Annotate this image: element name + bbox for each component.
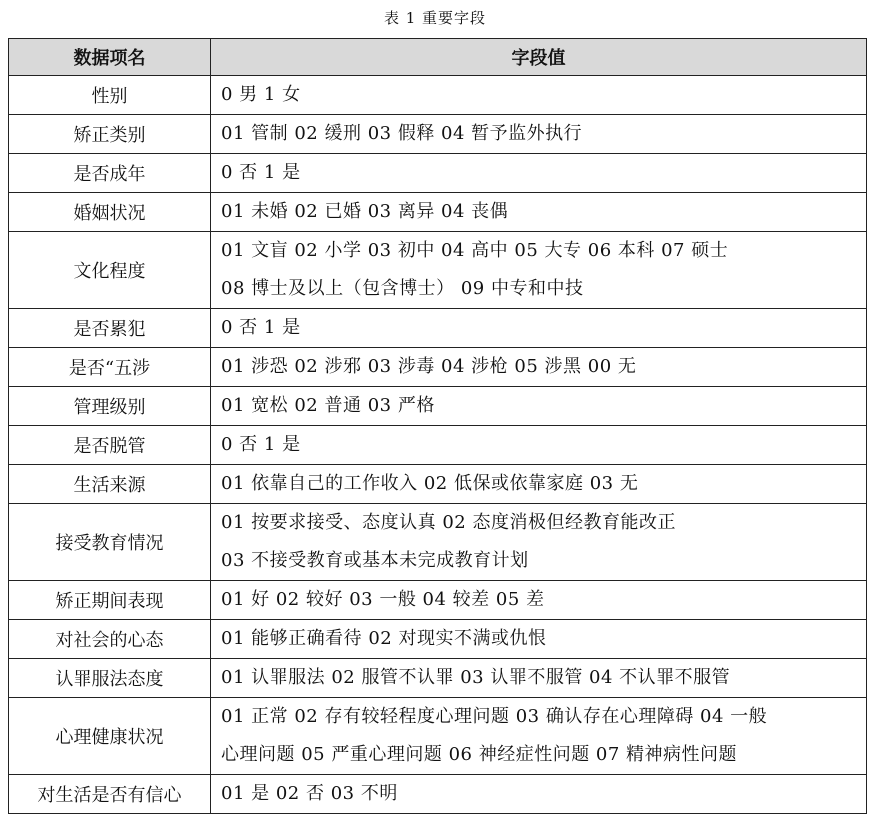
table-row xyxy=(9,193,867,232)
field-value xyxy=(211,659,867,698)
field-value-line: 01 正常 02 存有较轻程度心理问题 03 确认存在心理障碍 04 一般 xyxy=(221,706,768,727)
table-row xyxy=(9,775,867,814)
field-value-line: 01 宽松 02 普通 03 严格 xyxy=(221,395,435,416)
field-name: 管理级别 xyxy=(9,387,211,426)
field-name: 矫正期间表现 xyxy=(9,581,211,620)
table-row xyxy=(9,115,867,154)
field-value-line: 01 好 02 较好 03 一般 04 较差 05 差 xyxy=(221,589,545,610)
field-value xyxy=(211,698,867,775)
table-row xyxy=(9,465,867,504)
table-row xyxy=(9,154,867,193)
field-value xyxy=(211,387,867,426)
field-value xyxy=(211,193,867,232)
field-value xyxy=(211,76,867,115)
field-value xyxy=(211,348,867,387)
fields-table xyxy=(8,38,867,814)
field-name: 对社会的心态 xyxy=(9,620,211,659)
field-value xyxy=(211,620,867,659)
field-value-line: 0 否 1 是 xyxy=(221,434,301,455)
field-value xyxy=(211,465,867,504)
header-field-value: 字段值 xyxy=(211,39,867,76)
field-name: 生活来源 xyxy=(9,465,211,504)
field-value xyxy=(211,775,867,814)
header-field-name: 数据项名 xyxy=(9,39,211,76)
field-value-line: 01 管制 02 缓刑 03 假释 04 暂予监外执行 xyxy=(221,123,583,144)
field-name: 矫正类别 xyxy=(9,115,211,154)
table-row xyxy=(9,309,867,348)
field-value xyxy=(211,309,867,348)
field-name: 婚姻状况 xyxy=(9,193,211,232)
field-name: 是否脱管 xyxy=(9,426,211,465)
field-value xyxy=(211,115,867,154)
table-row xyxy=(9,387,867,426)
field-value-line: 01 涉恐 02 涉邪 03 涉毒 04 涉枪 05 涉黑 00 无 xyxy=(221,356,637,377)
table-caption: 表 1 重要字段 xyxy=(383,9,487,27)
field-value-line: 心理问题 05 严重心理问题 06 神经症性问题 07 精神病性问题 xyxy=(221,744,738,765)
field-value xyxy=(211,504,867,581)
table-row xyxy=(9,232,867,309)
field-name: 是否成年 xyxy=(9,154,211,193)
field-name: 对生活是否有信心 xyxy=(9,775,211,814)
table-row xyxy=(9,504,867,581)
table-header-row xyxy=(9,39,867,76)
field-name: 认罪服法态度 xyxy=(9,659,211,698)
field-name: 文化程度 xyxy=(9,232,211,309)
field-name: 性别 xyxy=(9,76,211,115)
field-value-line: 01 文盲 02 小学 03 初中 04 高中 05 大专 06 本科 07 硕士 xyxy=(221,240,729,261)
field-name: 是否“五涉 xyxy=(9,348,211,387)
field-value xyxy=(211,581,867,620)
table-row xyxy=(9,426,867,465)
field-value-line: 01 按要求接受、态度认真 02 态度消极但经教育能改正 xyxy=(221,512,676,533)
table-row xyxy=(9,348,867,387)
table-row xyxy=(9,76,867,115)
field-value xyxy=(211,426,867,465)
field-value-line: 08 博士及以上（包含博士） 09 中专和中技 xyxy=(221,278,584,299)
field-value-line: 03 不接受教育或基本未完成教育计划 xyxy=(221,550,529,571)
table-row xyxy=(9,581,867,620)
field-name: 心理健康状况 xyxy=(9,698,211,775)
field-value xyxy=(211,232,867,309)
field-value-line: 0 否 1 是 xyxy=(221,162,301,183)
field-value-line: 01 认罪服法 02 服管不认罪 03 认罪不服管 04 不认罪不服管 xyxy=(221,667,731,688)
field-name: 接受教育情况 xyxy=(9,504,211,581)
field-value xyxy=(211,154,867,193)
field-value-line: 0 男 1 女 xyxy=(221,84,301,105)
field-name: 是否累犯 xyxy=(9,309,211,348)
table-row xyxy=(9,659,867,698)
table-row xyxy=(9,698,867,775)
field-value-line: 01 能够正确看待 02 对现实不满或仇恨 xyxy=(221,628,547,649)
field-value-line: 0 否 1 是 xyxy=(221,317,301,338)
field-value-line: 01 依靠自己的工作收入 02 低保或依靠家庭 03 无 xyxy=(221,473,639,494)
field-value-line: 01 是 02 否 03 不明 xyxy=(221,783,398,804)
table-row xyxy=(9,620,867,659)
field-value-line: 01 未婚 02 已婚 03 离异 04 丧偶 xyxy=(221,201,509,222)
